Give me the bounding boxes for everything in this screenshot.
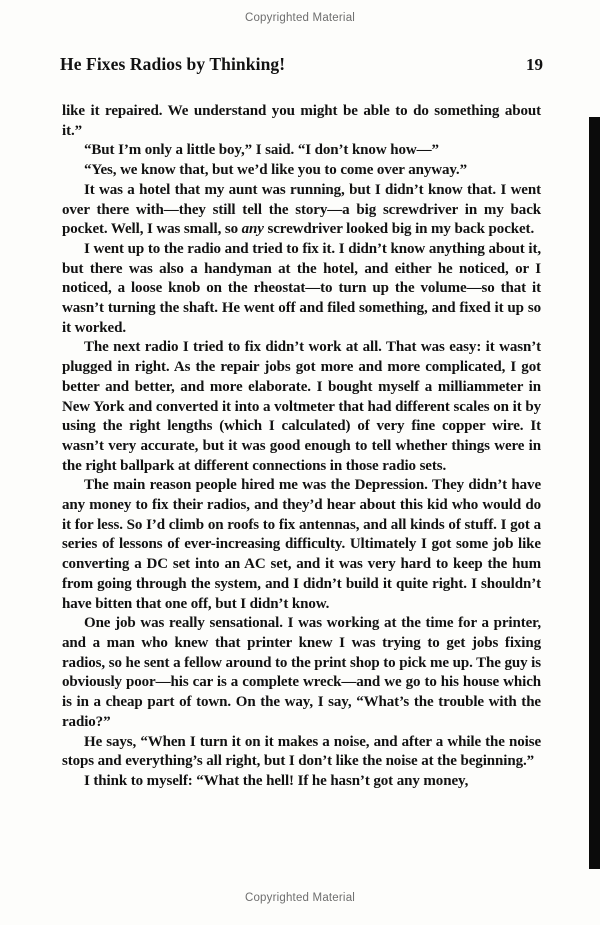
paragraph (62, 772, 541, 792)
text-segment: The main reason people hired me was the Depression. They didn’t have any money to fix their radios, and they’d hear about this kid who would do it for less. So I’d climb on roofs to fix antennas, and all kinds of stuff. I got a series of lessons of ever-increasing difficulty. Ultimately I got some job like converting a DC set into an AC set, and it was very hard to keep the hum from going through the system, and I didn’t build it quite right. I shouldn’t have bitten that one off, but I didn’t know. (62, 477, 541, 612)
paragraph (62, 476, 541, 614)
paragraph (62, 338, 541, 476)
copyright-notice-bottom: Copyrighted Material (244, 892, 356, 904)
chapter-title: He Fixes Radios by Thinking! (60, 54, 286, 74)
paragraph (62, 141, 541, 161)
text-segment: I think to myself: “What the hell! If he hasn’t got any money, (84, 772, 469, 789)
paragraph (62, 614, 541, 732)
text-segment: The next radio I tried to fix didn’t work at all. That was easy: it wasn’t plugged in right. As the repair jobs got more and more complicated, I got better and better, and more elaborate. I bought myself a milliammeter in New York and converted it into a voltmeter that had different scales on it by using the right lengths (which I calculated) of very fine copper wire. It wasn’t very accurate, but it was good enough to tell whether things were in the right ballpark at different connections in those radio sets. (62, 339, 541, 474)
copyright-notice-top: Copyrighted Material (244, 12, 356, 24)
text-segment: screwdriver looked big in my back pocket. (263, 221, 535, 238)
text-segment: I went up to the radio and tried to fix it. I didn’t know anything about it, but there was also a handyman at the hotel, and either he noticed, or I noticed, a loose knob on the rheostat—to turn up the volume—so that it wasn’t turning the shaft. He went off and filed something, and fixed it up so it worked. (62, 240, 541, 336)
page-edge-shadow-bar (589, 117, 600, 869)
paragraph (62, 102, 541, 141)
page-header (60, 54, 543, 75)
text-segment: “Yes, we know that, but we’d like you to come over anyway.” (84, 162, 467, 179)
text-segment: “But I’m only a little boy,” I said. “I don’t know how—” (84, 142, 439, 159)
text-segment: like it repaired. We understand you might be able to do something about it.” (62, 103, 541, 139)
text-segment: any (241, 221, 264, 238)
text-segment: One job was really sensational. I was working at the time for a printer, and a man who knew that printer knew I was trying to get jobs fixing radios, so he sent a fellow around to the print shop to pick me up. The guy is obviously poor—his car is a complete wreck—and we go to his house which is in a cheap part of town. On the way, I say, “What’s the trouble with the radio?” (62, 615, 541, 730)
page-number: 19 (526, 55, 543, 74)
paragraph (62, 240, 541, 339)
paragraph (62, 733, 541, 772)
text-segment: It was a hotel that my aunt was running, but I didn’t know that. I went over there with—they still tell the story—a big screwdriver in my back pocket. Well, I was small, so (62, 181, 541, 238)
paragraph (62, 161, 541, 181)
text-segment: He says, “When I turn it on it makes a noise, and after a while the noise stops and everything’s all right, but I don’t like the noise at the beginning.” (62, 733, 541, 770)
body-text (62, 102, 541, 792)
paragraph (62, 181, 541, 240)
